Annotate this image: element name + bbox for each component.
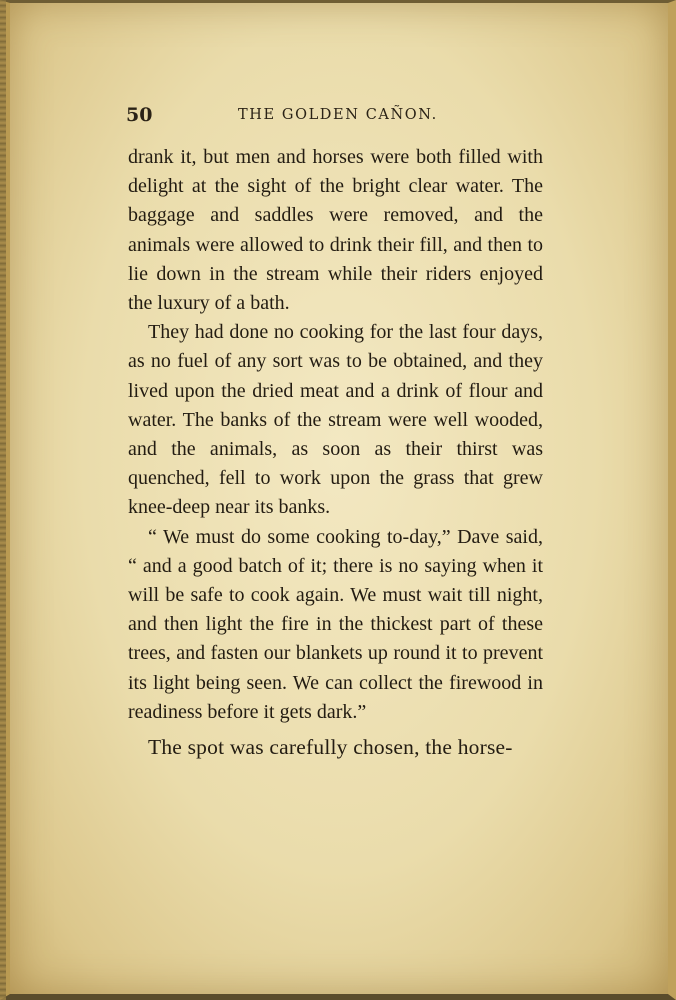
- paragraph-trailing: The spot was carefully chosen, the horse-: [148, 735, 513, 760]
- paragraph-dialogue: “ We must do some cooking to-day,” Dave said, “ and a good batch of it; there is no saying when it will be safe to cook again. We must wait till night, and then light the fire in the thickest part of these trees, and fasten our blankets up round it to prevent its light being seen. We can collect the firewood in readiness before it gets dark.”: [128, 525, 543, 723]
- paragraph-continued: drank it, but men and horses were both filled with delight at the sight of the bright clear water. The baggage and saddles were removed, and the animals were allowed to drink their fill, and then to lie down in the stream while their riders enjoyed the luxury of a bath.: [128, 146, 543, 315]
- page-binding-edge: [0, 0, 6, 1000]
- running-head: [120, 104, 550, 134]
- running-title: THE GOLDEN CAÑON.: [238, 107, 438, 123]
- paragraph-cooking: They had done no cooking for the last four days, as no fuel of any sort was to be obtained, and they lived upon the dried meat and a drink of flour and water. The banks of the stream were well wooded, and the animals, as soon as their thirst was quenched, fell to work upon the grass that grew knee-deep near its banks.: [128, 321, 543, 519]
- page-number: 50: [126, 104, 153, 126]
- body-text: [128, 143, 543, 762]
